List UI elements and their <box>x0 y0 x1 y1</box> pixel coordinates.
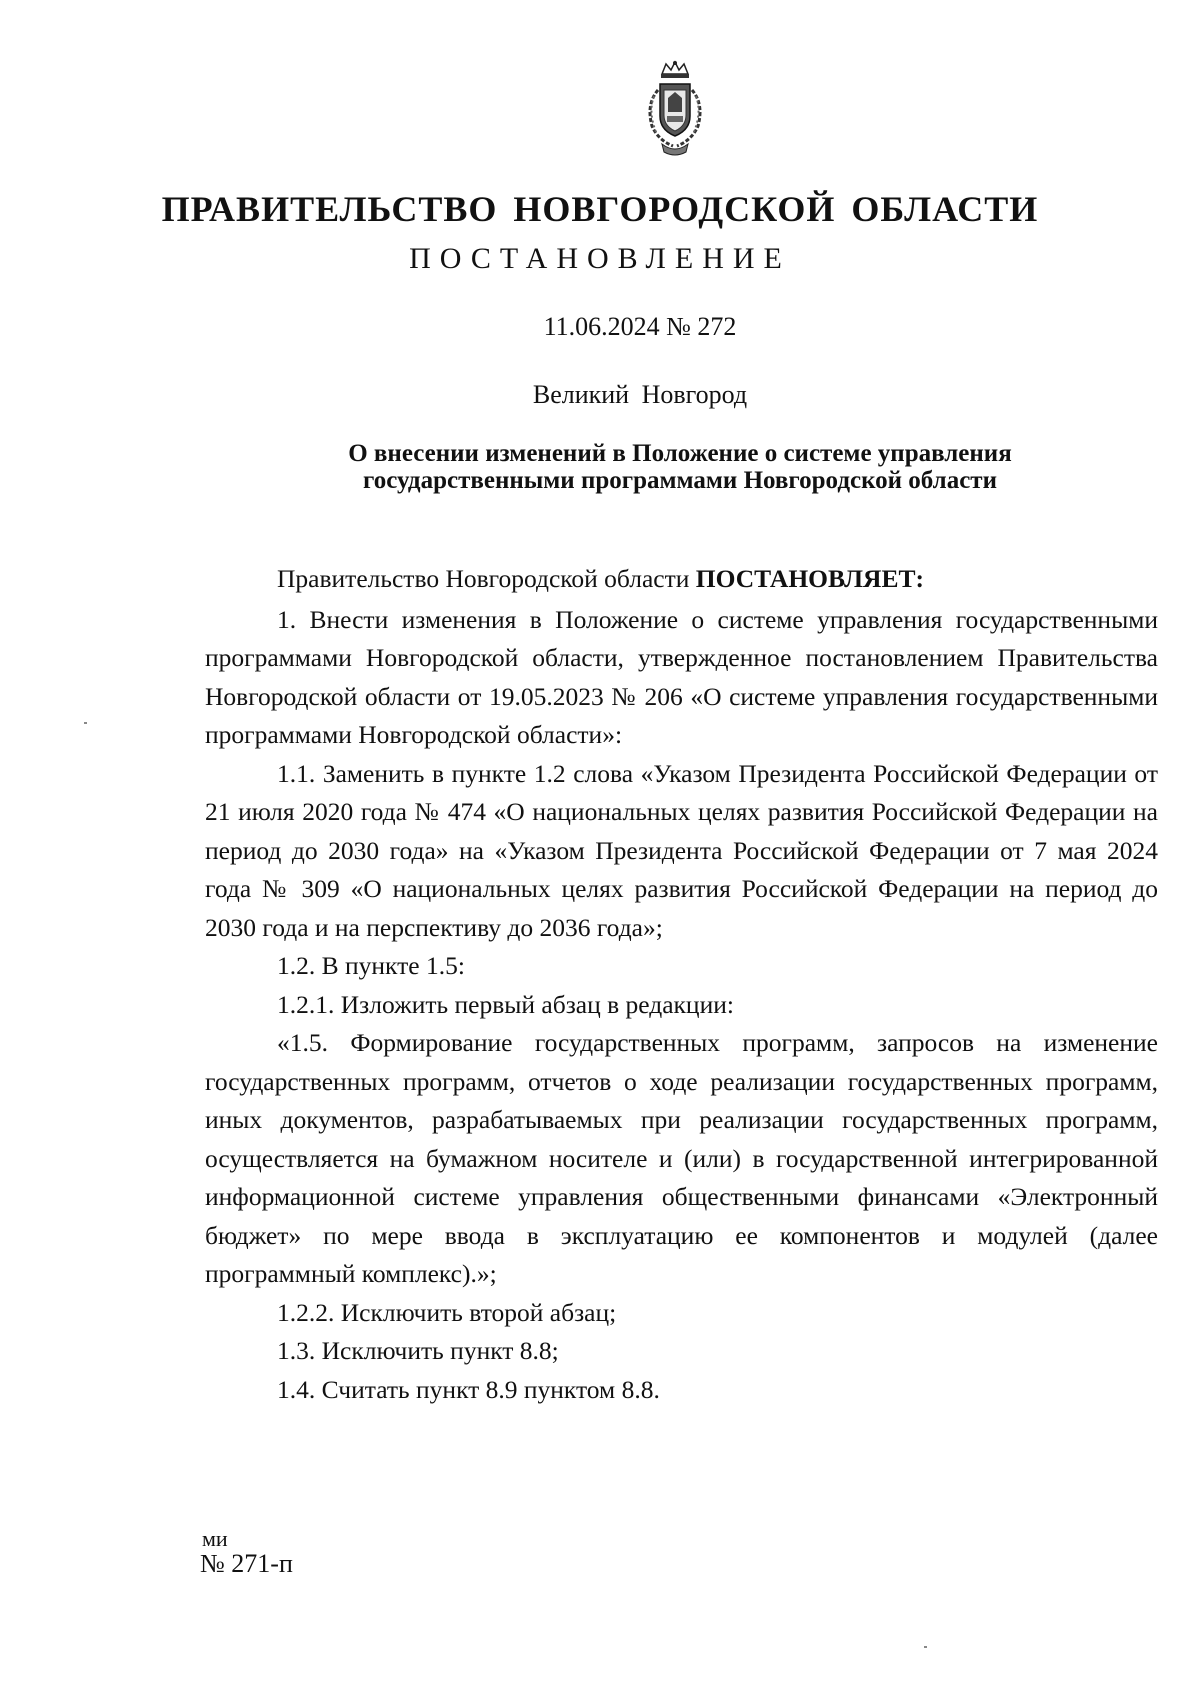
document-city: Великий Новгород <box>532 380 748 409</box>
subject-line-1: О внесении изменений в Положение о системе управления <box>348 440 1012 467</box>
paragraph-1-2-2: 1.2.2. Исключить второй абзац; <box>277 1297 617 1327</box>
paragraph-1-1: 1.1. Заменить в пункте 1.2 слова «Указом Президента Российской Федерации от 21 июля 2020 года № 474 «О национальных целях развития Российской Федерации на период до 2030 года» на «Указом Президента Российской Федерации от 7 мая 2024 года № 309 «О национальных целях развития Российской Федерации на период до 2030 года и на перспективу до 2036 года»; <box>205 758 1158 942</box>
registration-number: № 271-п <box>200 1549 293 1578</box>
subject-line-2: государственными программами Новгородской области <box>363 467 997 494</box>
document-date-number: 11.06.2024 № 272 <box>543 312 737 341</box>
paragraph-1-2: 1.2. В пункте 1.5: <box>277 951 465 980</box>
government-title: ПРАВИТЕЛЬСТВО НОВГОРОДСКОЙ ОБЛАСТИ <box>161 189 1039 229</box>
paragraph-quoted-1-5: «1.5. Формирование государственных программ, запросов на изменение государственных программ, отчетов о ходе реализации государственных программ, иных документов, разрабатываемых при реализации государственных программ, осуществляется на бумажном носителе и (или) в государственной интегрированной информационной системе управления общественными финансами «Электронный бюджет» по мере ввода в эксплуатацию ее компонентов и модулей (далее программный комплекс).»; <box>205 1028 1158 1288</box>
scan-speck <box>924 1646 927 1648</box>
paragraph-1-2-1: 1.2.1. Изложить первый абзац в редакции: <box>277 989 734 1019</box>
document-subject <box>290 440 1070 494</box>
decree-intro-text: Правительство Новгородской области <box>277 564 696 593</box>
document-type: ПОСТАНОВЛЕНИЕ <box>409 242 791 275</box>
scan-speck <box>84 722 87 724</box>
executor-initials: ми <box>202 1526 228 1551</box>
paragraph-1-4: 1.4. Считать пункт 8.9 пунктом 8.8. <box>277 1374 660 1404</box>
document-body <box>205 560 1158 1409</box>
coat-of-arms-icon <box>640 60 710 160</box>
paragraph-1-3: 1.3. Исключить пункт 8.8; <box>277 1336 559 1365</box>
footer-note <box>200 1528 293 1578</box>
decree-keyword: ПОСТАНОВЛЯЕТ: <box>695 564 924 593</box>
decree-intro <box>205 560 1158 599</box>
paragraph-1: 1. Внести изменения в Положение о системе управления государственными программами Новгородской области, утвержденное постановлением Правительства Новгородской области от 19.05.2023 № 206 «О системе управления государственными программами Новгородской области»: <box>205 604 1158 749</box>
